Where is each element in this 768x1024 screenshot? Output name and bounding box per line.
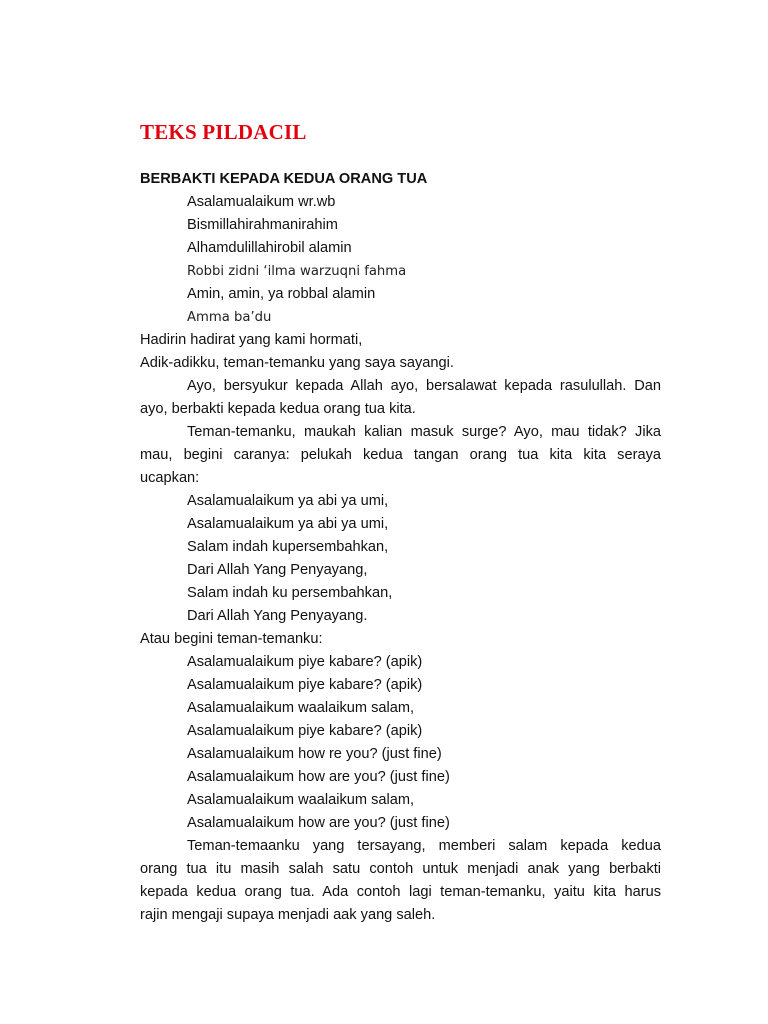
opening-line: Asalamualaikum wr.wb xyxy=(187,194,336,210)
paragraph-line: Teman-temanku, maukah kalian masuk surge? Ayo, mau tidak? Jika xyxy=(187,424,661,440)
paragraph-line: Ayo, bersyukur kepada Allah ayo, bersalawat kepada rasulullah. Dan xyxy=(187,378,661,394)
song-line: Asalamualaikum waalaikum salam, xyxy=(187,700,415,716)
song-line: Dari Allah Yang Penyayang, xyxy=(187,562,368,578)
document-title: TEKS PILDACIL xyxy=(140,120,307,144)
song-line: Asalamualaikum piye kabare? (apik) xyxy=(187,677,423,693)
opening-line: Amma ba’du xyxy=(187,310,272,325)
greeting-line: Adik-adikku, teman-temanku yang saya sayangi. xyxy=(140,355,454,371)
song-line: Salam indah kupersembahkan, xyxy=(187,539,389,555)
opening-line: Amin, amin, ya robbal alamin xyxy=(187,286,376,302)
paragraph-line: rajin mengaji supaya menjadi aak yang saleh. xyxy=(140,907,436,923)
song-line: Asalamualaikum waalaikum salam, xyxy=(187,792,415,808)
song-line: Asalamualaikum ya abi ya umi, xyxy=(187,516,389,532)
song-line: Salam indah ku persembahkan, xyxy=(187,585,393,601)
document-body xyxy=(140,168,661,927)
paragraph-line: ayo, berbakti kepada kedua orang tua kita. xyxy=(140,401,416,417)
song-line: Asalamualaikum how re you? (just fine) xyxy=(187,746,442,762)
song-line: Dari Allah Yang Penyayang. xyxy=(187,608,368,624)
song-line: Asalamualaikum piye kabare? (apik) xyxy=(187,654,423,670)
transition-line: Atau begini teman-temanku: xyxy=(140,631,323,647)
opening-line: Bismillahirahmanirahim xyxy=(187,217,338,233)
section-heading: BERBAKTI KEPADA KEDUA ORANG TUA xyxy=(140,171,428,187)
paragraph-line: kepada kedua orang tua. Ada contoh lagi teman-temanku, yaitu kita harus xyxy=(140,884,661,900)
paragraph-line: orang tua itu masih salah satu contoh untuk menjadi anak yang berbakti xyxy=(140,861,661,877)
opening-line: Alhamdulillahirobil alamin xyxy=(187,240,352,256)
song-line: Asalamualaikum how are you? (just fine) xyxy=(187,815,450,831)
song-line: Asalamualaikum piye kabare? (apik) xyxy=(187,723,423,739)
song-line: Asalamualaikum ya abi ya umi, xyxy=(187,493,389,509)
paragraph-line: mau, begini caranya: pelukah kedua tangan orang tua kita kita seraya xyxy=(140,447,661,463)
opening-line: Robbi zidni ‘ilma warzuqni fahma xyxy=(187,264,407,279)
greeting-line: Hadirin hadirat yang kami hormati, xyxy=(140,332,363,348)
paragraph-line: ucapkan: xyxy=(140,470,200,486)
song-line: Asalamualaikum how are you? (just fine) xyxy=(187,769,450,785)
paragraph-line: Teman-temaanku yang tersayang, memberi salam kepada kedua xyxy=(187,838,661,854)
